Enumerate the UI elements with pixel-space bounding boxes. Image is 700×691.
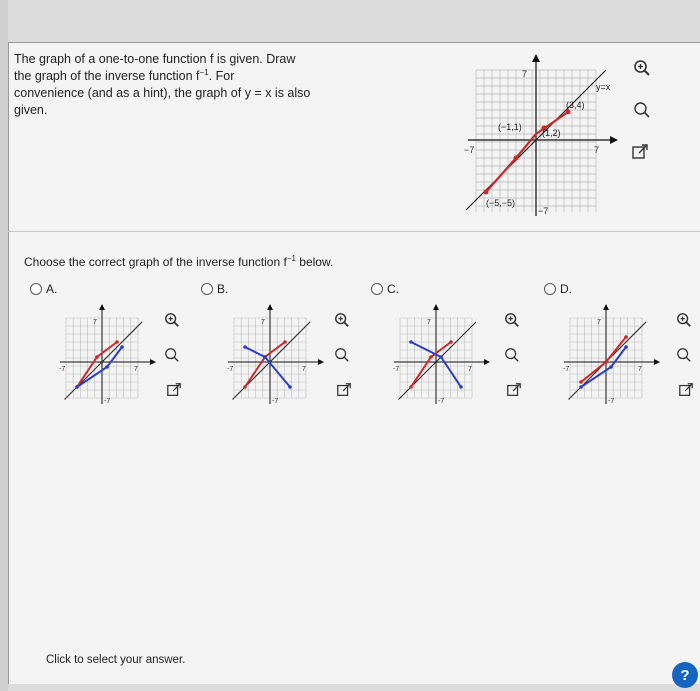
option-a-graph[interactable] bbox=[58, 302, 158, 406]
option-d[interactable] bbox=[544, 282, 572, 296]
option-b-zoom-out[interactable] bbox=[332, 345, 352, 365]
tick-label-y-bottom: -7 bbox=[438, 398, 445, 405]
tick-label-y-top: 7 bbox=[93, 319, 97, 326]
x-axis-arrow bbox=[150, 359, 156, 365]
function-point bbox=[514, 156, 519, 161]
function-graph-point bbox=[579, 380, 583, 384]
open-external-icon bbox=[166, 382, 182, 398]
option-c-zoom-out[interactable] bbox=[502, 345, 522, 365]
given-tick-y-bottom: −7 bbox=[538, 206, 549, 216]
given-tick-x-left: −7 bbox=[464, 145, 475, 155]
question-line-2-text: the graph of the inverse function f bbox=[14, 69, 200, 83]
inverse-graph-point bbox=[624, 345, 628, 349]
x-axis-arrow bbox=[318, 359, 324, 365]
zoom-out-icon bbox=[676, 347, 692, 363]
inverse-graph bbox=[245, 347, 290, 387]
option-a-open[interactable] bbox=[164, 380, 184, 400]
tick-label-x-right: 7 bbox=[638, 366, 642, 373]
function-graph-point bbox=[409, 385, 413, 389]
tick-label-y-top: 7 bbox=[261, 319, 265, 326]
tick-label-y-top: 7 bbox=[427, 319, 431, 326]
tick-label-y-top: 7 bbox=[597, 319, 601, 326]
zoom-in-icon bbox=[633, 59, 651, 77]
function-graph-point bbox=[604, 360, 608, 364]
question-line-2 bbox=[14, 68, 359, 85]
function-graph-point bbox=[283, 340, 287, 344]
y-axis-arrow bbox=[433, 304, 439, 310]
zoom-in-tool[interactable] bbox=[632, 58, 652, 78]
function-point bbox=[566, 110, 571, 115]
open-external-icon bbox=[678, 382, 694, 398]
help-button[interactable]: ? bbox=[672, 662, 698, 688]
option-c[interactable] bbox=[371, 282, 399, 296]
footer-hint: Click to select your answer. bbox=[46, 654, 186, 666]
inverse-graph-point bbox=[579, 385, 583, 389]
tick-label-x-left: -7 bbox=[563, 366, 570, 373]
given-y-arrow bbox=[532, 54, 540, 62]
option-c-open[interactable] bbox=[504, 380, 524, 400]
function-graph-point bbox=[429, 355, 433, 359]
section-divider bbox=[8, 231, 700, 232]
open-external-icon bbox=[336, 382, 352, 398]
tick-label-y-bottom: -7 bbox=[104, 398, 111, 405]
given-tick-x-right: 7 bbox=[594, 145, 600, 155]
option-d-radio[interactable] bbox=[544, 283, 556, 295]
given-x-arrow bbox=[610, 136, 618, 144]
answer-prompt bbox=[24, 255, 333, 269]
tick-label-y-bottom: -7 bbox=[272, 398, 279, 405]
y-axis-arrow bbox=[99, 304, 105, 310]
answer-prompt-end: below. bbox=[295, 255, 334, 269]
answer-prompt-sup: −1 bbox=[286, 254, 296, 263]
function-graph bbox=[581, 337, 626, 382]
option-d-zoom-out[interactable] bbox=[674, 345, 694, 365]
option-a-label: A. bbox=[46, 282, 58, 296]
tick-label-y-bottom: -7 bbox=[608, 398, 615, 405]
inverse-graph-point bbox=[105, 365, 109, 369]
option-a-radio[interactable] bbox=[30, 283, 42, 295]
option-a[interactable] bbox=[30, 282, 57, 296]
option-c-zoom-in[interactable] bbox=[502, 310, 522, 330]
option-c-label: C. bbox=[387, 282, 399, 296]
option-a-zoom-out[interactable] bbox=[162, 345, 182, 365]
tick-label-x-right: 7 bbox=[468, 366, 472, 373]
function-graph-point bbox=[95, 355, 99, 359]
function-graph-point bbox=[115, 340, 119, 344]
zoom-in-icon bbox=[676, 312, 692, 328]
inverse-graph-point bbox=[75, 385, 79, 389]
option-d-zoom-in[interactable] bbox=[674, 310, 694, 330]
given-tick-y-top: 7 bbox=[522, 69, 528, 79]
function-graph-point bbox=[243, 385, 247, 389]
option-d-label: D. bbox=[560, 282, 572, 296]
option-b[interactable] bbox=[201, 282, 228, 296]
y-axis-arrow bbox=[267, 304, 273, 310]
window-edge bbox=[0, 0, 8, 691]
inverse-graph-point bbox=[439, 355, 443, 359]
zoom-in-icon bbox=[334, 312, 350, 328]
open-external-tool[interactable] bbox=[630, 142, 650, 162]
point-label-neg1-1: (−1,1) bbox=[498, 122, 522, 132]
option-d-open[interactable] bbox=[676, 380, 696, 400]
tick-label-x-left: -7 bbox=[227, 366, 234, 373]
given-graph bbox=[458, 50, 618, 220]
inverse-graph bbox=[581, 347, 626, 387]
function-graph bbox=[245, 342, 285, 387]
option-d-graph[interactable] bbox=[562, 302, 662, 406]
option-b-radio[interactable] bbox=[201, 283, 213, 295]
zoom-out-icon bbox=[334, 347, 350, 363]
question-line-3: convenience (and as a hint), the graph of y = x is also bbox=[14, 86, 311, 100]
inverse-superscript: −1 bbox=[199, 67, 209, 77]
zoom-in-icon bbox=[164, 312, 180, 328]
inverse-graph-point bbox=[120, 345, 124, 349]
answer-prompt-text: Choose the correct graph of the inverse function f bbox=[24, 255, 287, 269]
open-external-icon bbox=[631, 143, 649, 161]
tick-label-x-right: 7 bbox=[302, 366, 306, 373]
function-graph-point bbox=[449, 340, 453, 344]
option-b-graph[interactable] bbox=[226, 302, 326, 406]
inverse-graph bbox=[77, 347, 122, 387]
tick-label-x-right: 7 bbox=[134, 366, 138, 373]
tick-label-x-left: -7 bbox=[393, 366, 400, 373]
option-b-open[interactable] bbox=[334, 380, 354, 400]
zoom-out-icon bbox=[164, 347, 180, 363]
question-line-2-end: . For bbox=[208, 69, 235, 83]
point-label-3-4: (3,4) bbox=[566, 100, 585, 110]
question-line-1: The graph of a one-to-one function f is given. Draw bbox=[14, 52, 296, 66]
inverse-graph-point bbox=[609, 365, 613, 369]
inverse-graph-point bbox=[409, 340, 413, 344]
zoom-in-icon bbox=[504, 312, 520, 328]
inverse-graph-point bbox=[288, 385, 292, 389]
question-text bbox=[14, 51, 359, 119]
option-a-zoom-in[interactable] bbox=[162, 310, 182, 330]
y-axis-arrow bbox=[603, 304, 609, 310]
option-b-label: B. bbox=[217, 282, 229, 296]
identity-label: y=x bbox=[596, 82, 611, 92]
zoom-out-tool[interactable] bbox=[632, 100, 652, 120]
function-graph-point bbox=[624, 335, 628, 339]
zoom-out-icon bbox=[633, 101, 651, 119]
option-c-radio[interactable] bbox=[371, 283, 383, 295]
point-label-neg5-neg5: (−5,−5) bbox=[486, 198, 516, 208]
x-axis-arrow bbox=[654, 359, 660, 365]
inverse-graph-point bbox=[243, 345, 247, 349]
option-c-graph[interactable] bbox=[392, 302, 492, 406]
function-point bbox=[484, 190, 489, 195]
zoom-out-icon bbox=[504, 347, 520, 363]
inverse-graph-point bbox=[263, 355, 267, 359]
point-label-1-2: (1,2) bbox=[542, 128, 561, 138]
x-axis-arrow bbox=[484, 359, 490, 365]
open-external-icon bbox=[506, 382, 522, 398]
function-graph bbox=[77, 342, 117, 387]
question-line-4: given. bbox=[14, 103, 48, 117]
tick-label-x-left: -7 bbox=[59, 366, 66, 373]
option-b-zoom-in[interactable] bbox=[332, 310, 352, 330]
inverse-graph-point bbox=[459, 385, 463, 389]
